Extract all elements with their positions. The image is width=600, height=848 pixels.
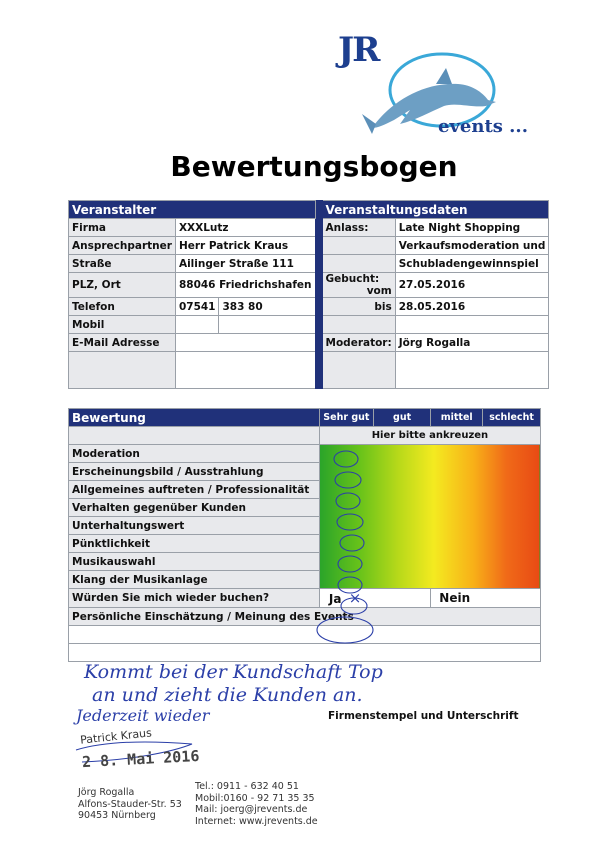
organizer-header: Veranstalter: [69, 201, 316, 219]
opinion-line-1: Kommt bei der Kundschaft Top: [84, 661, 383, 683]
footer-contact: Tel.: 0911 - 632 40 51 Mobil:0160 - 92 71 35 35 Mail: joerg@jrevents.de Internet: www.jrevents.de: [195, 781, 318, 827]
signature: Patrick Kraus: [79, 726, 153, 747]
stamp-label: Firmenstempel und Unterschrift: [328, 710, 519, 722]
instruction-text: Hier bitte ankreuzen: [319, 427, 540, 445]
empty-cell: [69, 352, 176, 389]
empty-cell: [395, 316, 549, 334]
separator-column: [315, 201, 322, 389]
bis-label: bis: [322, 298, 395, 316]
email-label: E-Mail Adresse: [69, 334, 176, 352]
criterion-klang: Klang der Musikanlage: [69, 571, 320, 589]
plz-label: PLZ, Ort: [69, 273, 176, 298]
strasse-label: Straße: [69, 255, 176, 273]
strasse-value: Ailinger Straße 111: [175, 255, 315, 273]
telefon-vorwahl: 07541: [175, 298, 219, 316]
date-stamp: 2 8. Mai 2016: [81, 746, 200, 772]
mobil-label: Mobil: [69, 316, 176, 334]
organizer-table: [68, 200, 549, 389]
logo-brand: JR: [338, 30, 379, 70]
vom-value: 27.05.2016: [395, 273, 549, 298]
scale-sehr-gut: Sehr gut: [319, 409, 373, 427]
rating-header: Bewertung: [69, 409, 320, 427]
opinion-label: Persönliche Einschätzung / Meinung des Events: [69, 608, 541, 626]
opinion-line-row: [69, 644, 541, 662]
scale-gut: gut: [373, 409, 430, 427]
empty-cell: [322, 237, 395, 255]
empty-cell: [322, 352, 395, 389]
opinion-line-row: [69, 626, 541, 644]
email-value: [175, 334, 315, 352]
anlass-line-1: Late Night Shopping: [395, 219, 549, 237]
mobil-vorwahl: [175, 316, 219, 334]
rebook-yes-circle: [314, 614, 378, 648]
plz-value: 88046 Friedrichshafen: [175, 273, 315, 298]
rebook-question: Würden Sie mich wieder buchen?: [69, 589, 320, 608]
rebook-no-label: Nein: [431, 589, 541, 608]
criterion-puenktlichkeit: Pünktlichkeit: [69, 535, 320, 553]
empty-cell: [69, 427, 320, 445]
opinion-line-3: Jederzeit wieder: [76, 706, 210, 725]
anlass-line-2: Verkaufsmoderation und: [395, 237, 549, 255]
empty-cell: [322, 255, 395, 273]
criterion-musikauswahl: Musikauswahl: [69, 553, 320, 571]
empty-cell: [322, 316, 395, 334]
criterion-unterhaltungswert: Unterhaltungswert: [69, 517, 320, 535]
moderator-value: Jörg Rogalla: [395, 334, 549, 352]
criterion-verhalten: Verhalten gegenüber Kunden: [69, 499, 320, 517]
moderator-label: Moderator:: [322, 334, 395, 352]
ansprech-value: Herr Patrick Kraus: [175, 237, 315, 255]
page-title: Bewertungsbogen: [170, 150, 458, 183]
bis-value: 28.05.2016: [395, 298, 549, 316]
gebucht-label-cell: [322, 273, 395, 298]
telefon-label: Telefon: [69, 298, 176, 316]
telefon-nummer: 383 80: [219, 298, 315, 316]
firma-label: Firma: [69, 219, 176, 237]
footer-address: Jörg Rogalla Alfons-Stauder-Str. 53 90453 Nürnberg: [78, 787, 182, 821]
anlass-label: Anlass:: [322, 219, 395, 237]
empty-cell: [175, 352, 315, 389]
ansprech-label: Ansprechpartner: [69, 237, 176, 255]
rebook-yes-label: Ja: [328, 592, 342, 606]
anlass-line-3: Schubladengewinnspiel: [395, 255, 549, 273]
empty-cell: [395, 352, 549, 389]
scale-mittel: mittel: [431, 409, 483, 427]
gebucht-label: Gebucht:: [325, 273, 380, 285]
event-data-header: Veranstaltungsdaten: [322, 201, 549, 219]
firma-value: XXXLutz: [175, 219, 315, 237]
criterion-moderation: Moderation: [69, 445, 320, 463]
rebook-yes-mark: ×: [348, 589, 362, 607]
rating-checkmarks: [320, 447, 380, 617]
vom-label: vom: [366, 285, 392, 297]
criterion-erscheinungsbild: Erscheinungsbild / Ausstrahlung: [69, 463, 320, 481]
scale-schlecht: schlecht: [483, 409, 541, 427]
criterion-professionalitaet: Allgemeines auftreten / Professionalität: [69, 481, 320, 499]
mobil-nummer: [219, 316, 315, 334]
opinion-line-2: an und zieht die Kunden an.: [92, 684, 363, 706]
rating-table: [68, 408, 541, 662]
logo-subtitle: events ...: [438, 116, 528, 137]
